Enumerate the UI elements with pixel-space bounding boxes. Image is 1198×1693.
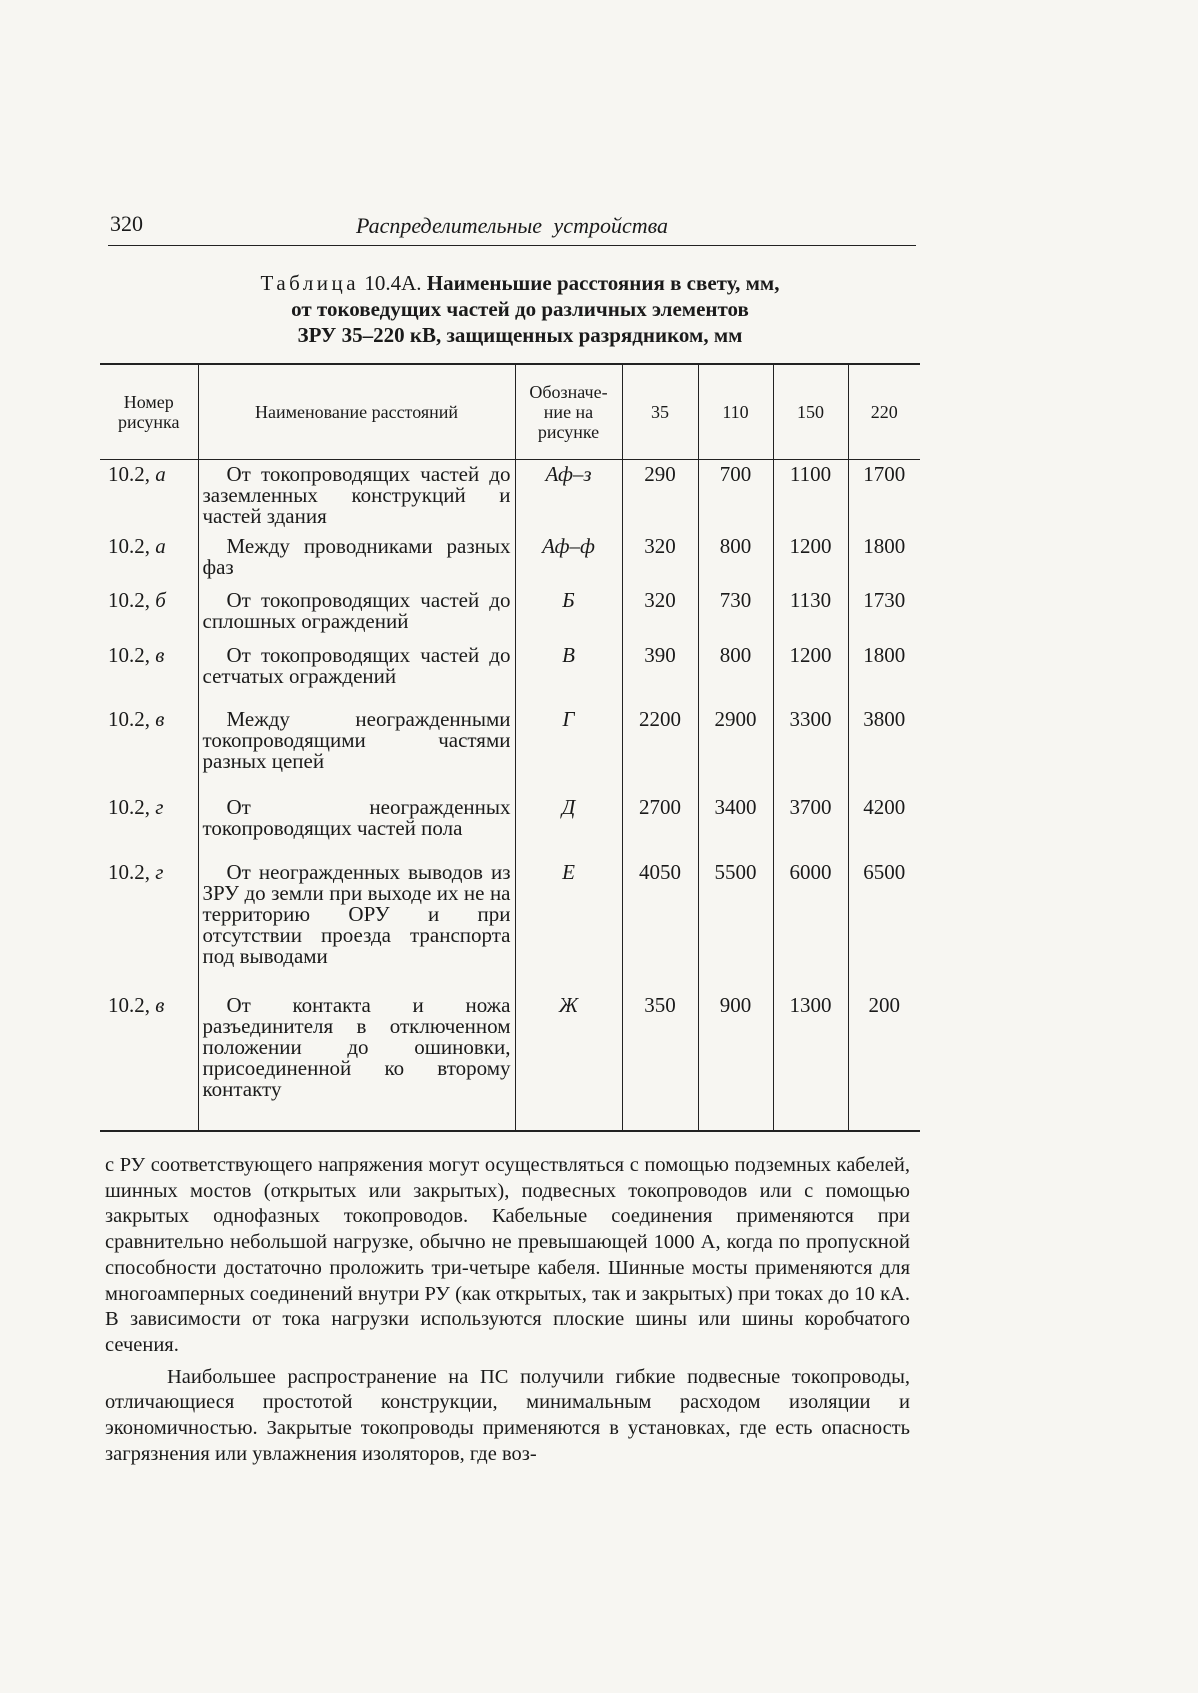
- value-110-cell: 800: [698, 532, 773, 586]
- symbol-cell: Аф–ф: [515, 532, 622, 586]
- figure-number-cell: [100, 641, 198, 705]
- figure-letter: г: [155, 859, 164, 884]
- caption-line-1: [110, 270, 930, 296]
- distance-name: От неогражденных выводов из ЗРУ до земли при выходе их не на территорию ОРУ и при отсутствии проезда транспорта под выводами: [202, 859, 511, 968]
- value-35-cell: 2200: [622, 705, 698, 793]
- value-150-cell: 1130: [773, 586, 848, 641]
- figure-number-cell: [100, 793, 198, 858]
- distance-name: От токопроводящих частей до заземленных конструкций и частей здания: [202, 462, 511, 528]
- table-row: [100, 705, 920, 793]
- header-figure-number: Номер рисунка: [100, 364, 198, 460]
- table-row: [100, 586, 920, 641]
- value-35-cell: 320: [622, 532, 698, 586]
- distance-name: От токопроводящих частей до сетчатых ограждений: [202, 642, 511, 688]
- figure-number-cell: [100, 991, 198, 1131]
- value-220-cell: 4200: [848, 793, 920, 858]
- figure-number-cell: [100, 532, 198, 586]
- figure-letter: в: [155, 706, 165, 731]
- value-220-cell: 1800: [848, 641, 920, 705]
- figure-letter: а: [155, 533, 166, 558]
- page-number: 320: [110, 211, 143, 236]
- value-110-cell: 800: [698, 641, 773, 705]
- paragraph: Наибольшее распространение на ПС получили гибкие подвесные токопроводы, отличающиеся простотой конструкции, минимальным расходом изоляции и экономичностью. Закрытые токопроводы применяются в установках, где есть опасность загрязнения или увлажнения изоляторов, где воз-: [105, 1365, 910, 1465]
- table-caption: [110, 270, 930, 348]
- value-35-cell: 290: [622, 460, 698, 532]
- table-header-row: [100, 364, 920, 460]
- table-row: [100, 460, 920, 532]
- running-title: Распределительные устройства: [355, 213, 669, 238]
- distance-name: От токопроводящих частей до сплошных ограждений: [202, 587, 511, 633]
- symbol-cell: Е: [515, 858, 622, 991]
- header-voltage-35: 35: [622, 364, 698, 460]
- symbol-cell: Г: [515, 705, 622, 793]
- distance-name-cell: [198, 460, 515, 532]
- figure-number-cell: [100, 460, 198, 532]
- value-110-cell: 730: [698, 586, 773, 641]
- value-150-cell: 3700: [773, 793, 848, 858]
- value-110-cell: 3400: [698, 793, 773, 858]
- figure-number: 10.2,: [108, 533, 156, 558]
- value-35-cell: 320: [622, 586, 698, 641]
- symbol-cell: Д: [515, 793, 622, 858]
- figure-letter: г: [155, 794, 164, 819]
- figure-letter: б: [155, 587, 166, 612]
- distance-name: От неогражденных токопроводящих частей пола: [202, 794, 511, 840]
- value-110-cell: 700: [698, 460, 773, 532]
- figure-letter: в: [155, 992, 165, 1017]
- header-distance-name: Наименование расстояний: [198, 364, 515, 460]
- symbol-cell: Ж: [515, 991, 622, 1131]
- caption-title-line-1: Наименьшие расстояния в свету, мм,: [426, 271, 780, 295]
- figure-number: 10.2,: [108, 992, 156, 1017]
- value-35-cell: 350: [622, 991, 698, 1131]
- value-220-cell: 3800: [848, 705, 920, 793]
- table-row: [100, 991, 920, 1131]
- distance-name-cell: [198, 641, 515, 705]
- figure-number-cell: [100, 586, 198, 641]
- figure-number: 10.2,: [108, 587, 156, 612]
- value-220-cell: 200: [848, 991, 920, 1131]
- distance-name-cell: [198, 532, 515, 586]
- caption-number: 10.4А.: [359, 271, 427, 295]
- value-110-cell: 5500: [698, 858, 773, 991]
- value-35-cell: 2700: [622, 793, 698, 858]
- header-voltage-220: 220: [848, 364, 920, 460]
- header-voltage-110: 110: [698, 364, 773, 460]
- figure-number: 10.2,: [108, 706, 156, 731]
- header-symbol: Обозначе-ние на рисунке: [515, 364, 622, 460]
- caption-title-line-2: от токоведущих частей до различных элементов: [291, 297, 749, 321]
- value-220-cell: 6500: [848, 858, 920, 991]
- value-110-cell: 2900: [698, 705, 773, 793]
- symbol-cell: Аф–з: [515, 460, 622, 532]
- value-150-cell: 1100: [773, 460, 848, 532]
- table-row: [100, 858, 920, 991]
- value-220-cell: 1700: [848, 460, 920, 532]
- table-row: [100, 793, 920, 858]
- body-text: [105, 1153, 910, 1467]
- distance-table-wrapper: [100, 363, 920, 1132]
- value-150-cell: 1200: [773, 641, 848, 705]
- paragraph: с РУ соответствующего напряжения могут осуществляться с помощью подземных кабелей, шинных мостов (открытых или закрытых), подвесных токопроводов или с помощью закрытых однофазных токопроводов. Кабельные соединения применяются при сравнительно небольшой нагрузке, обычно не превышающей 1000 А, когда по пропускной способности достаточно проложить три-четыре кабеля. Шинные мосты применяются для многоамперных соединений внутри РУ (как открытых, так и закрытых) при токах до 10 кА. В зависимости от тока нагрузки используются плоские шины или шины коробчатого сечения.: [105, 1154, 910, 1356]
- distance-name: Между проводниками разных фаз: [202, 533, 511, 579]
- figure-number: 10.2,: [108, 642, 156, 667]
- value-220-cell: 1800: [848, 532, 920, 586]
- value-35-cell: 390: [622, 641, 698, 705]
- figure-letter: в: [155, 642, 165, 667]
- table-row: [100, 532, 920, 586]
- value-110-cell: 900: [698, 991, 773, 1131]
- value-150-cell: 1200: [773, 532, 848, 586]
- figure-number-cell: [100, 705, 198, 793]
- figure-number: 10.2,: [108, 859, 156, 884]
- table-row: [100, 641, 920, 705]
- symbol-cell: Б: [515, 586, 622, 641]
- figure-number: 10.2,: [108, 462, 156, 486]
- value-220-cell: 1730: [848, 586, 920, 641]
- caption-label: Таблица: [260, 271, 360, 295]
- symbol-cell: В: [515, 641, 622, 705]
- distance-name: От контакта и ножа разъединителя в отключенном положении до ошиновки, присоединенной ко второму контакту: [202, 992, 511, 1101]
- figure-letter: а: [155, 462, 166, 486]
- figure-number: 10.2,: [108, 794, 156, 819]
- distance-name-cell: [198, 991, 515, 1131]
- value-150-cell: 6000: [773, 858, 848, 991]
- distance-name-cell: [198, 793, 515, 858]
- distance-table: [100, 363, 920, 1132]
- distance-name: Между неогражденными токопроводящими частями разных цепей: [202, 706, 511, 773]
- value-150-cell: 1300: [773, 991, 848, 1131]
- distance-name-cell: [198, 858, 515, 991]
- running-header: [108, 205, 916, 246]
- value-35-cell: 4050: [622, 858, 698, 991]
- header-voltage-150: 150: [773, 364, 848, 460]
- value-150-cell: 3300: [773, 705, 848, 793]
- caption-title-line-3: ЗРУ 35–220 кВ, защищенных разрядником, мм: [297, 323, 743, 347]
- distance-name-cell: [198, 586, 515, 641]
- figure-number-cell: [100, 858, 198, 991]
- distance-name-cell: [198, 705, 515, 793]
